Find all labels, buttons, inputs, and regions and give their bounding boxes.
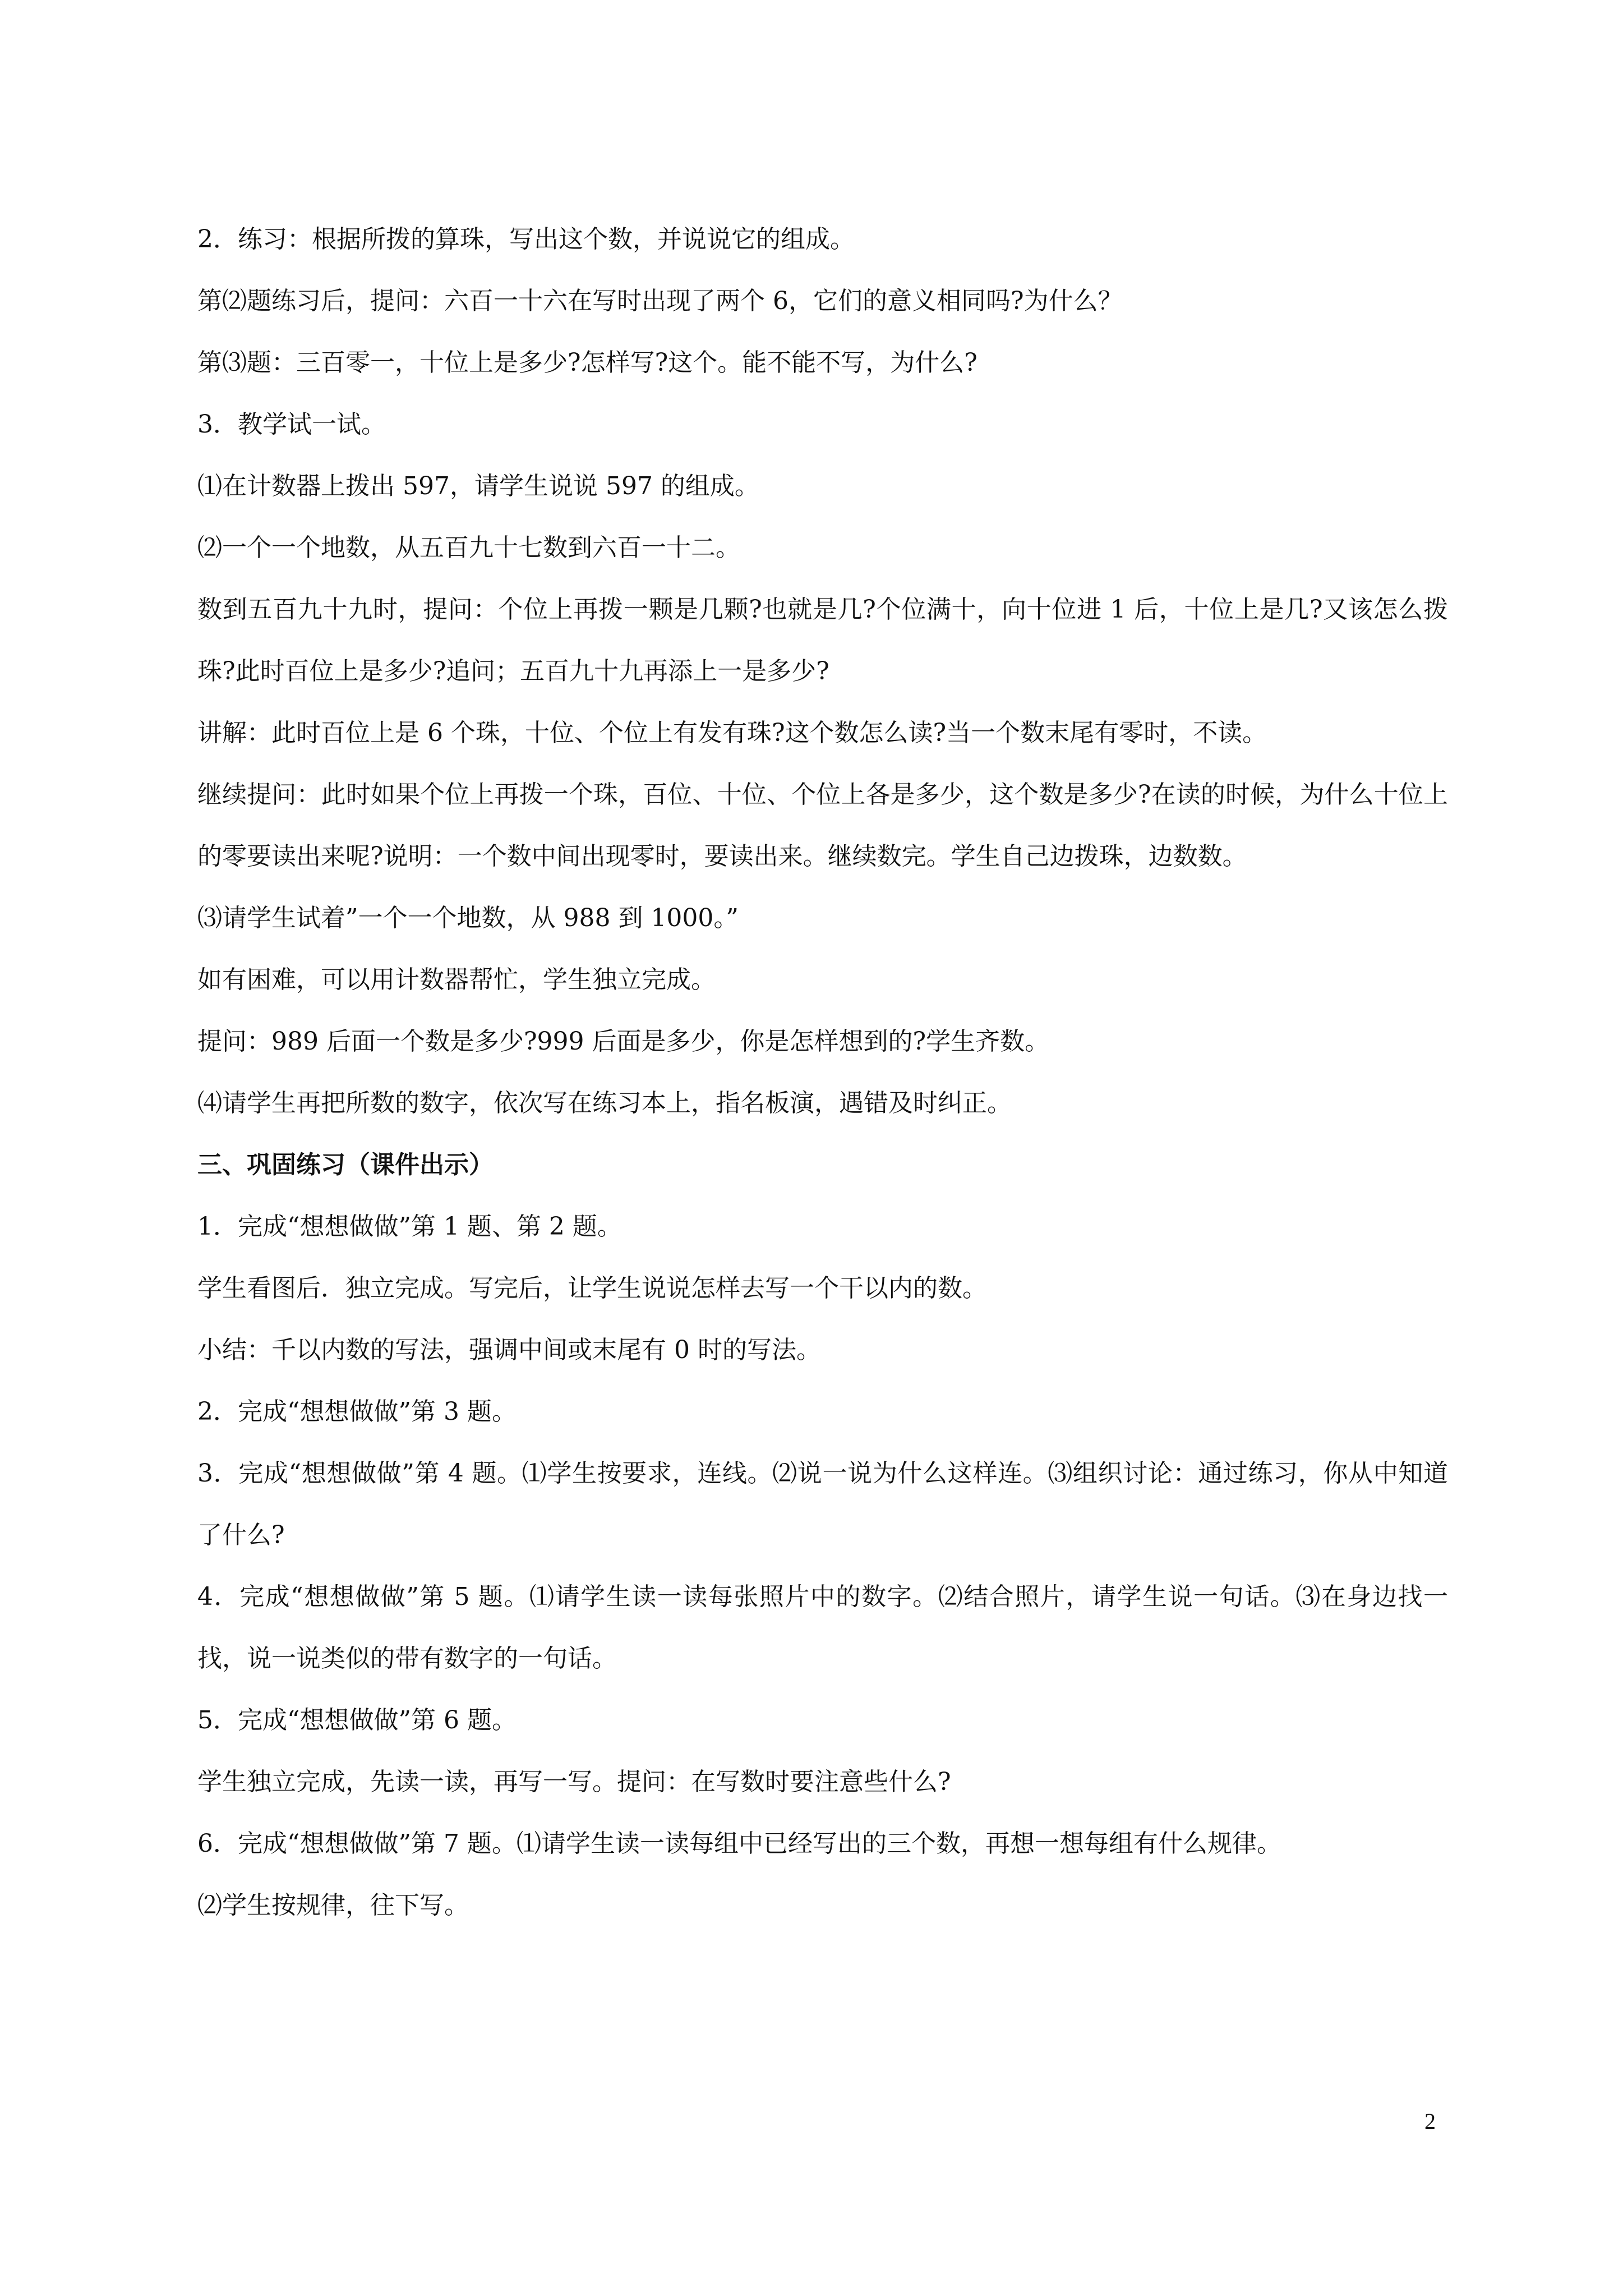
paragraph: 第⑶题：三百零一，十位上是多少?怎样写?这个。能不能不写，为什么? — [197, 348, 978, 377]
paragraph: 3．教学试一试。 — [197, 410, 386, 439]
paragraph: 2．完成“想想做做”第 3 题。 — [197, 1397, 517, 1426]
paragraph: 继续提问：此时如果个位上再拨一个珠，百位、十位、个位上各是多少，这个数是多少?在读的时候，为什么十位上的零要读出来呢?说明：一个数中间出现零时，要读出来。继续数完。学生自己边拨珠，边数数。 — [197, 780, 1448, 871]
paragraph: 1．完成“想想做做”第 1 题、第 2 题。 — [197, 1212, 622, 1241]
paragraph: 学生独立完成，先读一读，再写一写。提问：在写数时要注意些什么? — [197, 1768, 951, 1796]
paragraph: ⑷请学生再把所数的数字，依次写在练习本上，指名板演，遇错及时纠正。 — [197, 1089, 1012, 1117]
page-number: 2 — [1424, 2109, 1436, 2134]
paragraph: ⑵一个一个地数，从五百九十七数到六百一十二。 — [197, 533, 740, 562]
paragraph: ⑴在计数器上拨出 597，请学生说说 597 的组成。 — [197, 472, 759, 500]
paragraph: 第⑵题练习后，提问：六百一十六在写时出现了两个 6，它们的意义相同吗?为什么？ — [197, 287, 1123, 315]
section-heading: 三、巩固练习（课件出示） — [197, 1151, 494, 1179]
paragraph: 提问：989 后面一个数是多少?999 后面是多少，你是怎样想到的?学生齐数。 — [197, 1027, 1050, 1056]
paragraph: ⑵学生按规律，往下写。 — [197, 1891, 469, 1920]
paragraph: ⑶请学生试着”一个一个地数，从 988 到 1000。” — [197, 904, 739, 932]
paragraph: 3．完成“想想做做”第 4 题。⑴学生按要求，连线。⑵说一说为什么这样连。⑶组织讨论：通过练习，你从中知道了什么? — [197, 1459, 1448, 1549]
paragraph: 6．完成“想想做做”第 7 题。⑴请学生读一读每组中已经写出的三个数，再想一想每组有什么规律。 — [197, 1829, 1281, 1858]
paragraph: 讲解：此时百位上是 6 个珠，十位、个位上有发有珠?这个数怎么读?当一个数末尾有零时，不读。 — [197, 719, 1267, 747]
paragraph: 小结：千以内数的写法，强调中间或末尾有 0 时的写法。 — [197, 1336, 821, 1364]
paragraph: 4．完成“想想做做”第 5 题。⑴请学生读一读每张照片中的数字。⑵结合照片，请学生说一句话。⑶在身边找一找，说一说类似的带有数字的一句话。 — [197, 1582, 1448, 1673]
paragraph: 2．练习：根据所拨的算珠，写出这个数，并说说它的组成。 — [197, 225, 855, 254]
paragraph: 5．完成“想想做做”第 6 题。 — [197, 1706, 517, 1734]
paragraph: 学生看图后．独立完成。写完后，让学生说说怎样去写一个干以内的数。 — [197, 1274, 987, 1303]
paragraph: 如有困难，可以用计数器帮忙，学生独立完成。 — [197, 965, 716, 994]
paragraph: 数到五百九十九时，提问：个位上再拨一颗是几颗?也就是几?个位满十，向十位进 1 后，十位上是几?又该怎么拨珠?此时百位上是多少?追问；五百九十九再添上一是多少? — [197, 595, 1448, 685]
document-body — [197, 209, 1448, 1936]
